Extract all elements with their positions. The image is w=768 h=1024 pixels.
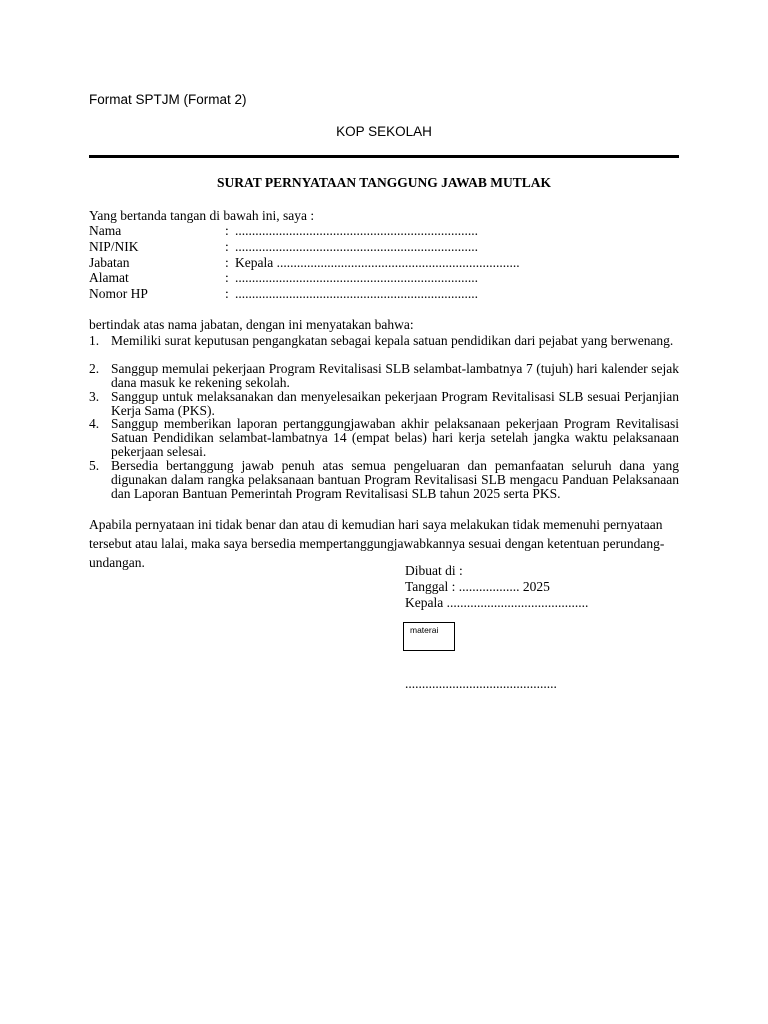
- list-text: Memiliki surat keputusan pengangkatan sebagai kepala satuan pendidikan dari pejabat yang berwenang.: [111, 333, 674, 348]
- field-label: Nomor HP: [89, 286, 148, 301]
- field-value: ........................................................................: [235, 270, 478, 285]
- field-label: Jabatan: [89, 255, 130, 270]
- list-number: 3.: [89, 389, 100, 404]
- list-text: Sanggup memulai pekerjaan Program Revitalisasi SLB selambat-lambatnya 7 (tujuh) hari kalender sejak dana masuk ke rekening sekolah.: [111, 361, 679, 390]
- field-label: Alamat: [89, 270, 129, 285]
- format-label: Format SPTJM (Format 2): [89, 92, 247, 107]
- field-separator: :: [225, 239, 229, 254]
- list-number: 5.: [89, 458, 100, 473]
- signature-line: .............................................: [405, 676, 557, 691]
- closing-paragraph: Apabila pernyataan ini tidak benar dan atau di kemudian hari saya melakukan tidak memenuhi pernyataan tersebut atau lalai, maka saya bersedia mempertanggungjawabkannya sesuai dengan ketentuan perundang-undangan.: [89, 517, 665, 570]
- field-separator: :: [225, 223, 229, 238]
- kop-sekolah: KOP SEKOLAH: [336, 124, 432, 139]
- header-divider: [89, 155, 679, 158]
- field-separator: :: [225, 270, 229, 285]
- tanggal: Tanggal : .................. 2025: [405, 579, 550, 594]
- field-value: ........................................................................: [235, 286, 478, 301]
- field-value: ........................................................................: [235, 239, 478, 254]
- dibuat-di: Dibuat di :: [405, 563, 463, 578]
- field-separator: :: [225, 255, 229, 270]
- field-label: NIP/NIK: [89, 239, 139, 254]
- list-text: Bersedia bertanggung jawab penuh atas semua pengeluaran dan pemanfaatan seluruh dana yang digunakan dalam rangka pelaksanaan bantuan Program Revitalisasi SLB mengacu Panduan Pelaksanaan dan Laporan Bantuan Pemerintah Program Revitalisasi SLB tahun 2025 serta PKS.: [111, 458, 679, 501]
- field-label: Nama: [89, 223, 122, 238]
- list-number: 4.: [89, 416, 100, 431]
- list-number: 1.: [89, 333, 100, 348]
- field-value: ........................................................................: [235, 223, 478, 238]
- list-number: 2.: [89, 361, 100, 376]
- document-title: SURAT PERNYATAAN TANGGUNG JAWAB MUTLAK: [216, 175, 552, 190]
- list-text: Sanggup memberikan laporan pertanggungjawaban akhir pelaksanaan pekerjaan Program Revitalisasi Satuan Pendidikan selambat-lambatnya 14 (empat belas) hari kerja setelah jangka waktu pelaksanaan pekerjaan selesai.: [111, 416, 679, 459]
- materai-box: [403, 622, 455, 651]
- kepala: Kepala ..........................................: [405, 595, 589, 610]
- list-text: Sanggup untuk melaksanakan dan menyelesaikan pekerjaan Program Revitalisasi SLB sesuai Perjanjian Kerja Sama (PKS).: [111, 389, 679, 418]
- field-value: Kepala ........................................................................: [235, 255, 520, 270]
- statement-text: bertindak atas nama jabatan, dengan ini menyatakan bahwa:: [89, 317, 414, 332]
- field-separator: :: [225, 286, 229, 301]
- intro-text: Yang bertanda tangan di bawah ini, saya :: [89, 208, 315, 223]
- materai-label: materai: [410, 625, 439, 635]
